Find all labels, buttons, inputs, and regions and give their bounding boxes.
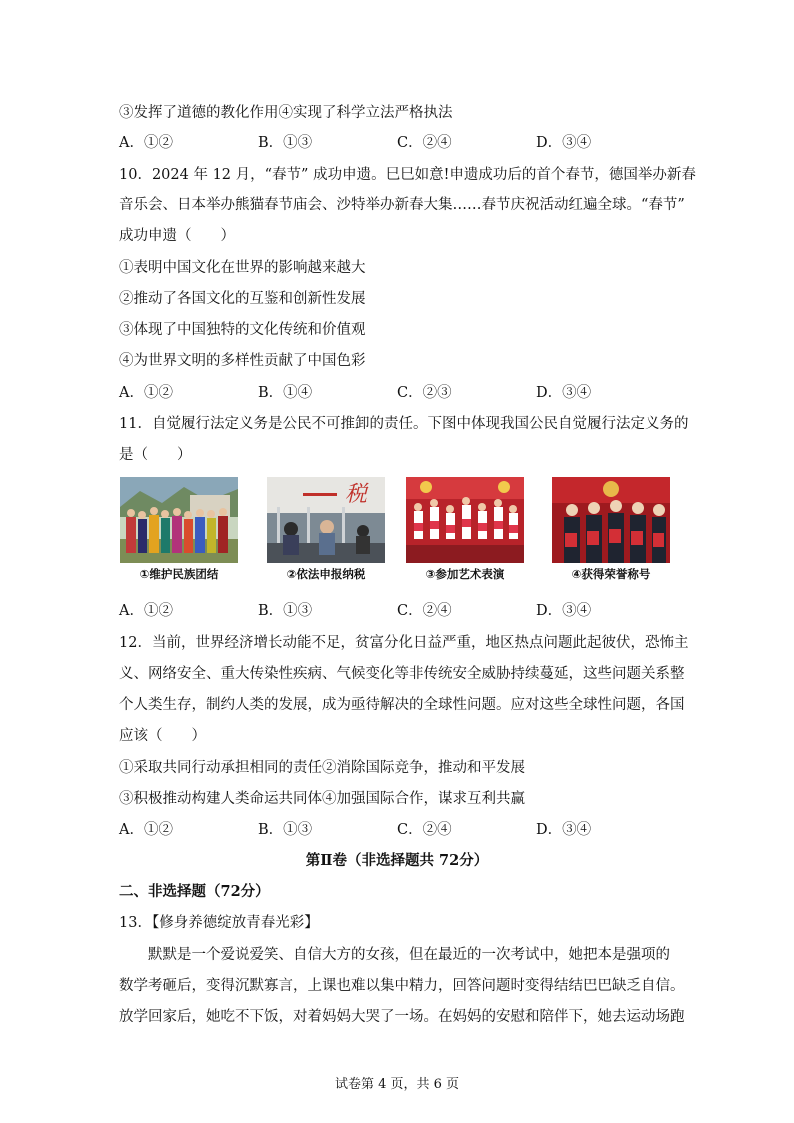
q10-stem-line-3: 成功申遗（ ） (119, 228, 235, 244)
q11-option-c[interactable]: C．②④ (397, 603, 452, 619)
q12-option-c[interactable]: C．②④ (397, 822, 452, 838)
q11-options (119, 601, 679, 621)
tax-sign-text: 税 (345, 482, 368, 507)
q12-stem-line-1: 12．当前，世界经济增长动能不足，贫富分化日益严重，地区热点问题此起彼伏，恐怖主 (119, 635, 689, 651)
q13-paragraph-line-3: 放学回家后，她吃不下饭，对着妈妈大哭了一场。在妈妈的安慰和陪伴下，她去运动场跑 (119, 1009, 685, 1025)
q12-stem-line-3: 个人类生存，制约人类的发展，成为亟待解决的全球性问题。应对这些全球性问题，各国 (119, 697, 685, 713)
q10-options (119, 383, 679, 403)
q11-option-a[interactable]: A．①② (119, 603, 173, 619)
q12-options (119, 820, 679, 840)
caption-2: ②依法申报纳税 (286, 567, 366, 581)
q12-stem-line-4: 应该（ ） (119, 728, 206, 744)
q12-option-a[interactable]: A．①② (119, 822, 173, 838)
page-footer: 试卷第 4 页，共 6 页 (334, 1077, 460, 1092)
q12-option-d[interactable]: D．③④ (536, 822, 592, 838)
section-title: 第Ⅱ卷（非选择题共 72分） (305, 852, 489, 869)
q10-statement-1: ①表明中国文化在世界的影响越来越大 (119, 260, 366, 276)
q10-statement-2: ②推动了各国文化的互鉴和创新性发展 (119, 291, 366, 307)
q12-statement-2: ③积极推动构建人类命运共同体④加强国际合作，谋求互利共赢 (119, 791, 525, 807)
caption-3: ③参加艺术表演 (425, 567, 505, 581)
q10-option-a[interactable]: A．①② (119, 385, 173, 401)
q9-option-c[interactable]: C．②④ (397, 135, 452, 151)
q12-statement-1: ①采取共同行动承担相同的责任②消除国际竞争，推动和平发展 (119, 760, 525, 776)
photo-ethnic-unity (120, 477, 238, 563)
q9-option-d[interactable]: D．③④ (536, 135, 592, 151)
q10-stem-line-2: 音乐会、日本举办熊猫春节庙会、沙特举办新春大集……春节庆祝活动红遍全球。“春节” (119, 197, 685, 213)
photo-art-performance (406, 477, 524, 563)
q13-paragraph-line-2: 数学考砸后，变得沉默寡言，上课也难以集中精力，回答问题时变得结结巴巴缺乏自信。 (119, 978, 685, 994)
q10-option-b[interactable]: B．①④ (258, 385, 313, 401)
q12-option-b[interactable]: B．①③ (258, 822, 313, 838)
q13-paragraph-line-1: 默默是一个爱说爱笑、自信大方的女孩，但在最近的一次考试中，她把本是强项的 (148, 947, 670, 963)
q9-option-a[interactable]: A．①② (119, 135, 173, 151)
q9-options (119, 133, 679, 153)
photo-tax-filing (267, 477, 385, 563)
caption-4: ④获得荣誉称号 (571, 567, 651, 581)
q10-statement-4: ④为世界文明的多样性贡献了中国色彩 (119, 353, 366, 369)
q13-title: 13．【修身养德绽放青春光彩】 (119, 915, 319, 931)
q11-stem-line-1: 11．自觉履行法定义务是公民不可推卸的责任。下图中体现我国公民自觉履行法定义务的 (119, 416, 689, 432)
q10-option-d[interactable]: D．③④ (536, 385, 592, 401)
q10-statement-3: ③体现了中国独特的文化传统和价值观 (119, 322, 366, 338)
q11-option-d[interactable]: D．③④ (536, 603, 592, 619)
q12-stem-line-2: 义、网络安全、重大传染性疾病、气候变化等非传统安全威胁持续蔓延，这些问题关系整 (119, 666, 685, 682)
photo-honor-title (552, 477, 670, 563)
section-subtitle: 二、非选择题（72分） (119, 883, 270, 900)
q9-statement-line: ③发挥了道德的教化作用④实现了科学立法严格执法 (119, 105, 453, 121)
q11-stem-line-2: 是（ ） (119, 447, 192, 463)
q10-stem-line-1: 10．2024 年 12 月，“春节” 成功申遗。巳巳如意!申遗成功后的首个春节，德国举办新春 (119, 167, 696, 183)
q9-option-b[interactable]: B．①③ (258, 135, 313, 151)
q10-option-c[interactable]: C．②③ (397, 385, 452, 401)
caption-1: ①维护民族团结 (139, 567, 219, 581)
q11-option-b[interactable]: B．①③ (258, 603, 313, 619)
